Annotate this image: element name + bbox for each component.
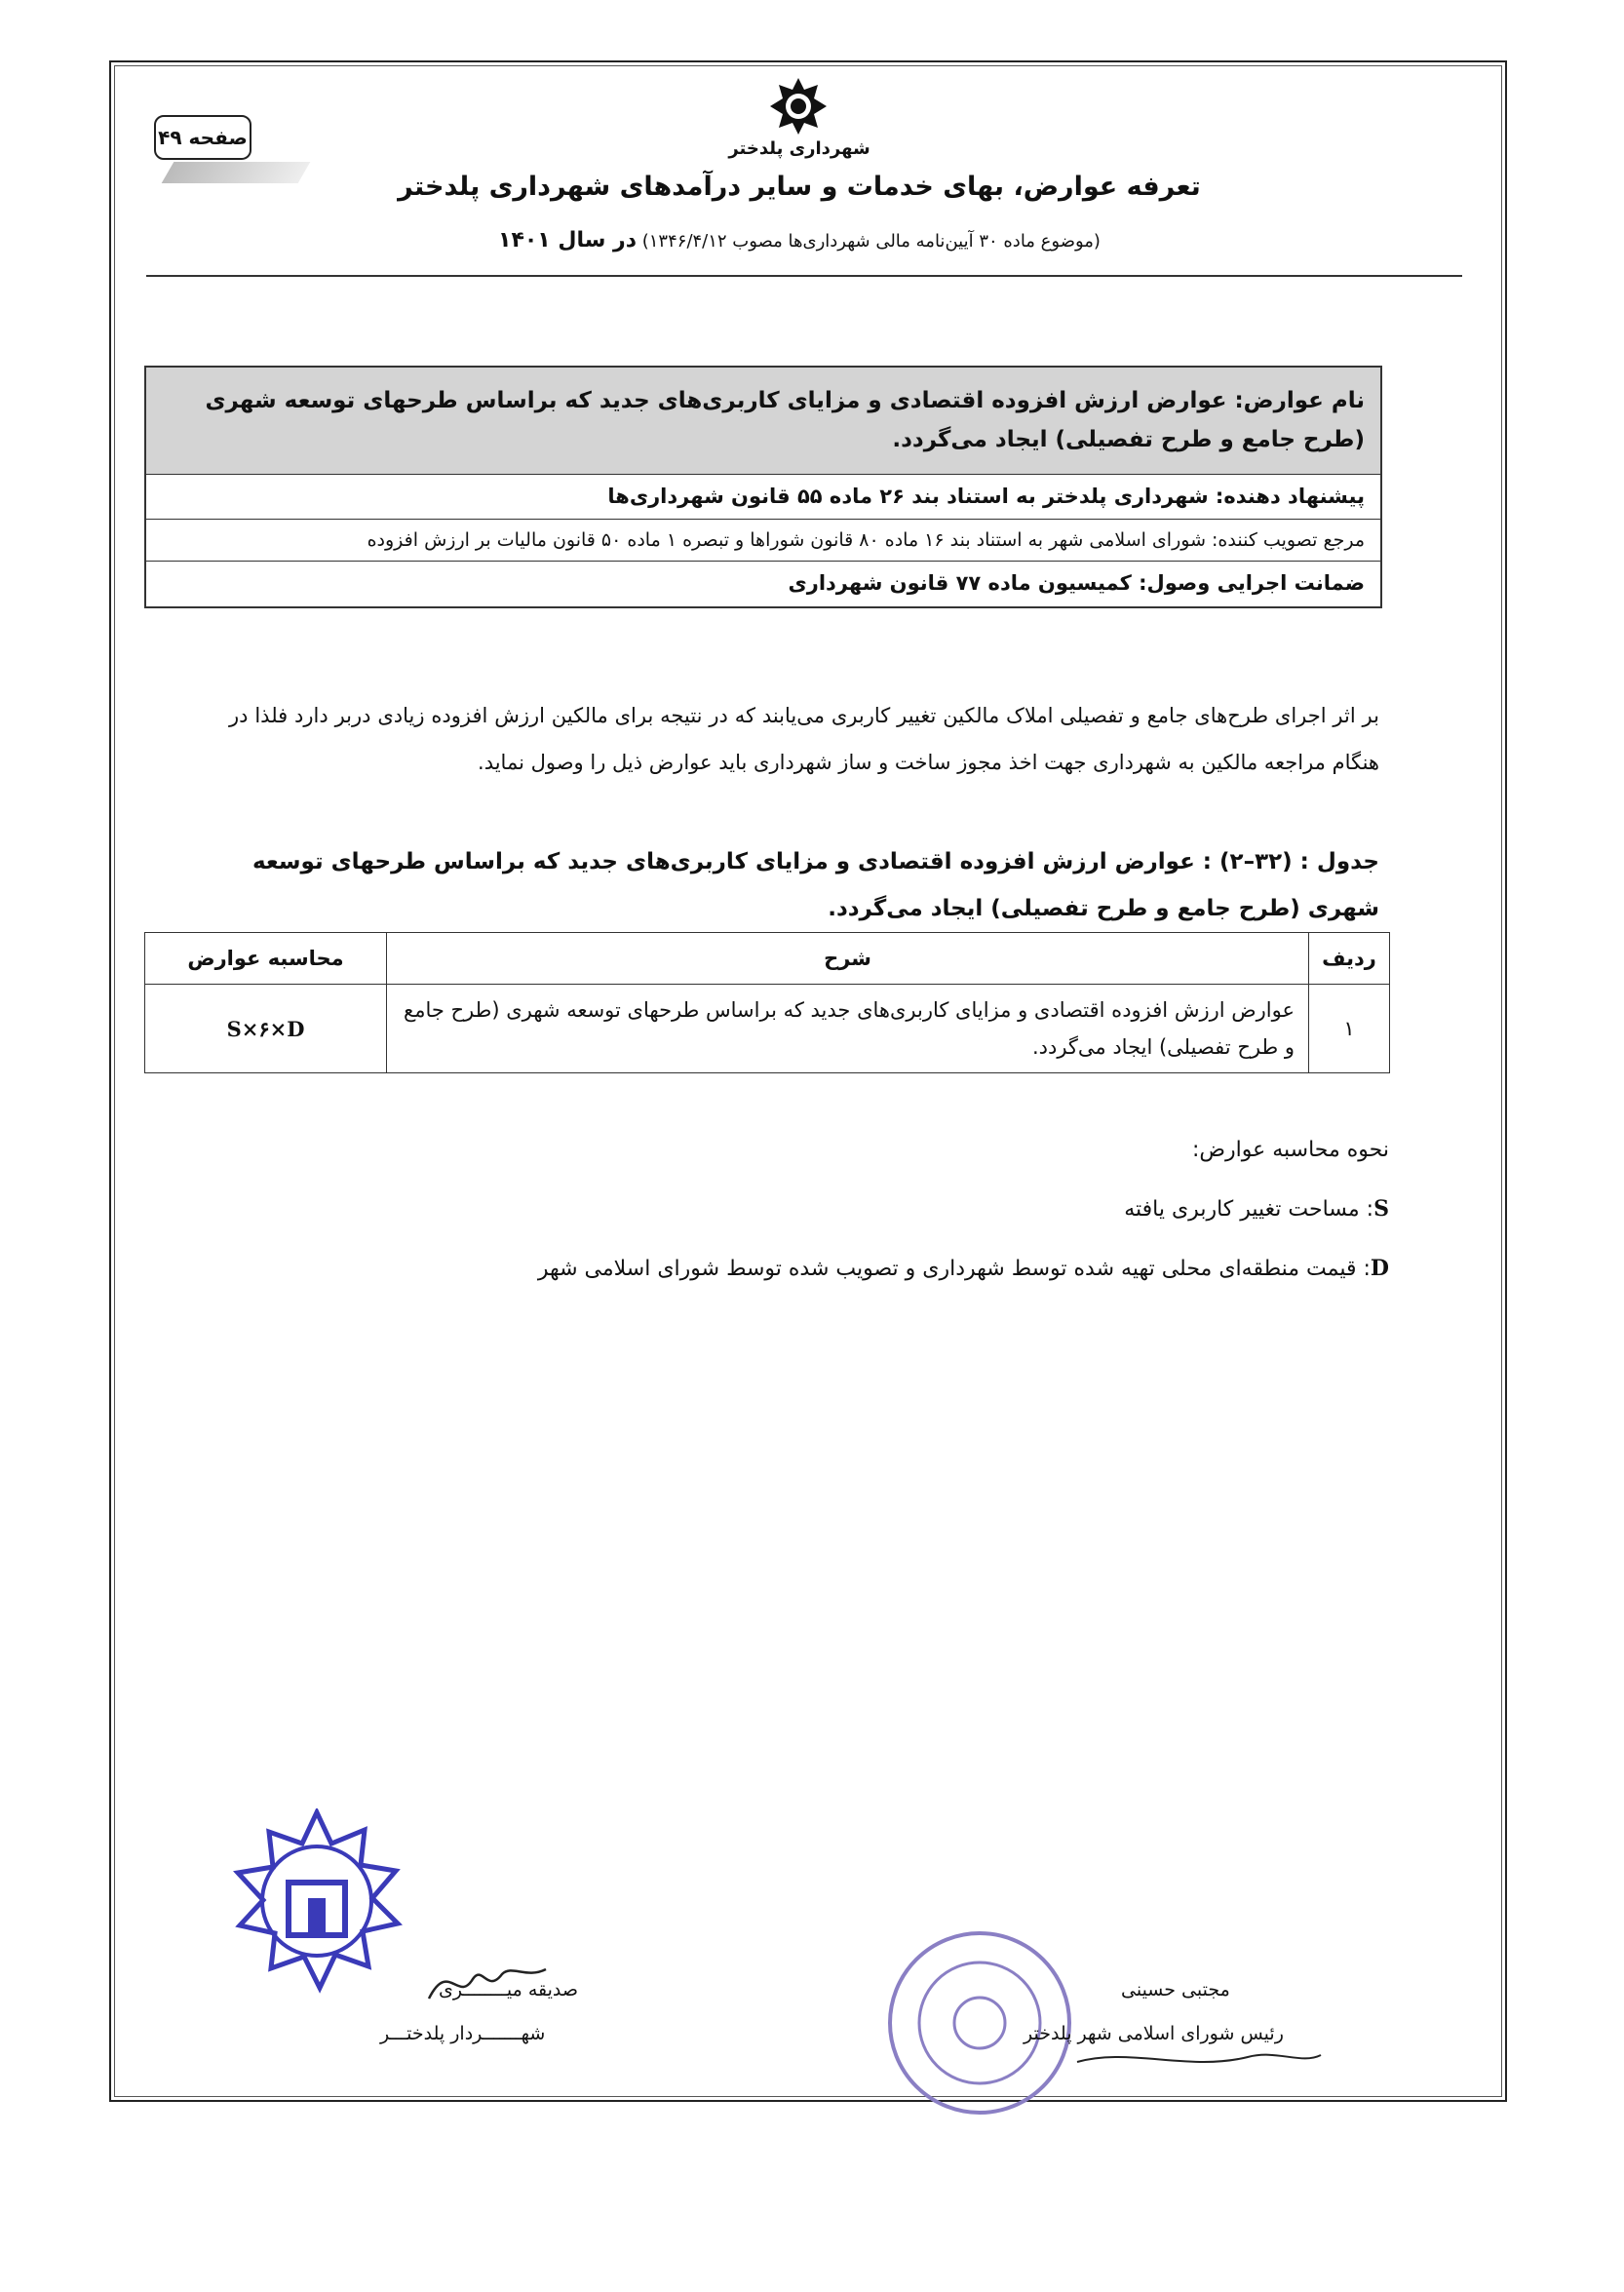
tariff-table	[144, 932, 1390, 1073]
header-row-number: ردیف	[1309, 933, 1390, 985]
cell-formula: S×۶×D	[145, 985, 387, 1073]
header-description: شرح	[387, 933, 1309, 985]
subtitle-year: در سال ۱۴۰۱	[498, 228, 637, 253]
calc-s-key: S	[1373, 1196, 1389, 1222]
mayor-role: شهـــــــردار پلدختـــر	[380, 2023, 546, 2044]
body-paragraph: بر اثر اجرای طرح‌های جامع و تفصیلی املاک مالکین تغییر کاربری می‌یابند که در نتیجه برای مالکین ارزش افزوده زیادی دربر دارد فلذا در هنگام مراجعه مالکین به شهرداری جهت اخذ مجوز ساخت و ساز شهرداری باید عوارض ذیل را وصول نماید.	[229, 704, 1379, 774]
page-title: تعرفه عوارض، بهای خدمات و سایر درآمدهای شهرداری پلدختر	[398, 172, 1201, 202]
calc-d-text: : قیمت منطقه‌ای محلی تهیه شده توسط شهرداری و تصویب شده توسط شورای اسلامی شهر	[537, 1257, 1371, 1281]
table-header-row	[145, 933, 1390, 985]
table-row	[145, 985, 1390, 1073]
calc-d-line	[292, 1239, 1389, 1299]
badge-shadow	[162, 162, 311, 183]
calc-heading: نحوه محاسبه عوارض:	[1192, 1138, 1389, 1162]
calculation-legend	[292, 1121, 1389, 1299]
subtitle-prefix: (موضوع ماده ۳۰ آیین‌نامه مالی شهرداری‌ها مصوب ۱۳۴۶/۴/۱۲)	[641, 231, 1101, 252]
header-calculation: محاسبه عوارض	[145, 933, 387, 985]
council-head-name: مجتبی حسینی	[1121, 1979, 1230, 2001]
page-subtitle	[292, 228, 1306, 253]
tariff-guarantee: ضمانت اجرایی وصول: کمیسیون ماده ۷۷ قانون شهرداری	[788, 571, 1365, 596]
org-name: شهرداری پلدختر	[728, 138, 870, 159]
table-title: جدول : (۳۲–۲) : عوارض ارزش افزوده اقتصادی و مزایای کاربری‌های جدید که براساس طرحهای توسعه شهری (طرح جامع و طرح تفصیلی) ایجاد می‌گردد.	[251, 849, 1379, 921]
calc-s-line	[292, 1180, 1389, 1239]
tariff-approver: مرجع تصویب کننده: شورای اسلامی شهر به استناد بند ۱۶ ماده ۸۰ قانون شوراها و تبصره ۱ ماده ۵۰ قانون مالیات بر ارزش افزوده	[146, 520, 1380, 562]
council-head-role: رئیس شورای اسلامی شهر پلدختر	[1024, 2023, 1284, 2044]
mayor-name: صدیقه میــــــــری	[439, 1979, 579, 2001]
tariff-proposer: پیشنهاد دهنده: شهرداری پلدختر به استناد بند ۲۶ ماده ۵۵ قانون شهرداری‌ها	[146, 475, 1380, 521]
tariff-name: نام عوارض: عوارض ارزش افزوده اقتصادی و مزایای کاربری‌های جدید که براساس طرحهای توسعه شهری (طرح جامع و طرح تفصیلی) ایجاد می‌گردد.	[146, 368, 1380, 475]
cell-row-number: ۱	[1309, 985, 1390, 1073]
cell-description: عوارض ارزش افزوده اقتصادی و مزایای کاربری‌های جدید که براساس طرحهای توسعه شهری (طرح جامع و طرح تفصیلی) ایجاد می‌گردد.	[387, 985, 1309, 1073]
municipality-seal-icon	[224, 1808, 409, 1994]
tariff-info-box	[144, 366, 1382, 608]
calc-s-text: : مساحت تغییر کاربری یافته	[1124, 1197, 1374, 1222]
municipality-logo-icon	[768, 76, 829, 136]
header-divider	[146, 275, 1462, 277]
calc-d-key: D	[1370, 1256, 1389, 1281]
page-number-badge: صفحه ۴۹	[154, 115, 251, 160]
